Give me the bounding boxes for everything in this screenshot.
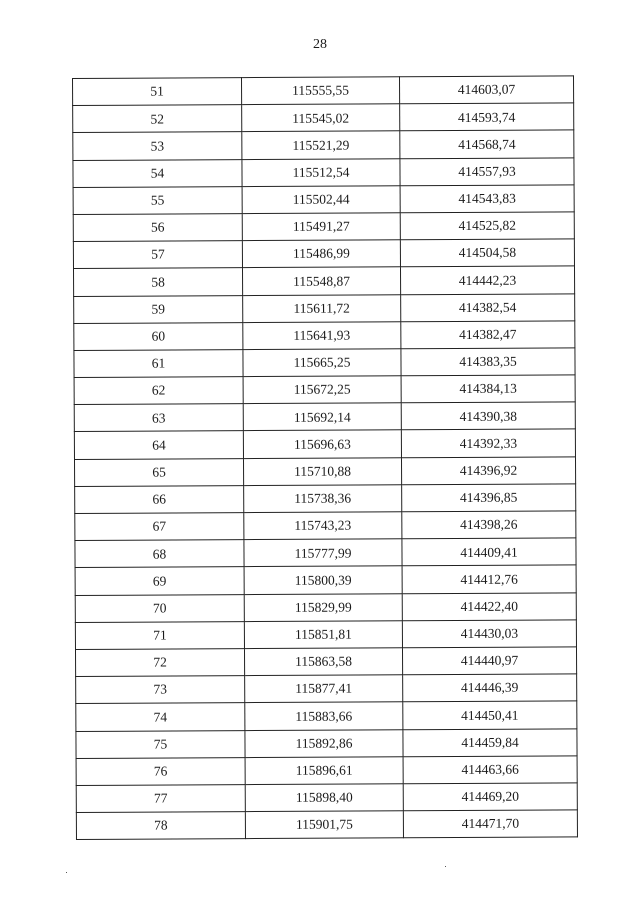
y-coordinate-cell: 414471,70 xyxy=(403,810,577,838)
point-number-cell: 74 xyxy=(76,703,245,731)
x-coordinate-cell: 115672,25 xyxy=(243,376,401,404)
x-coordinate-cell: 115738,36 xyxy=(244,485,402,513)
y-coordinate-cell: 414390,38 xyxy=(401,402,575,430)
x-coordinate-cell: 115877,41 xyxy=(245,675,403,703)
table-row xyxy=(73,103,574,133)
table-row xyxy=(76,728,577,758)
point-number-cell: 59 xyxy=(74,295,243,323)
y-coordinate-cell: 414409,41 xyxy=(402,538,576,566)
x-coordinate-cell: 115491,27 xyxy=(242,213,400,241)
y-coordinate-cell: 414382,47 xyxy=(401,321,575,349)
table-row xyxy=(74,429,575,459)
table-row xyxy=(74,321,575,351)
table-row xyxy=(73,266,574,296)
table-row xyxy=(73,157,574,187)
point-number-cell: 65 xyxy=(74,458,243,486)
y-coordinate-cell: 414382,54 xyxy=(401,293,575,321)
point-number-cell: 57 xyxy=(73,241,242,269)
table-row xyxy=(73,239,574,269)
coordinates-table-body xyxy=(73,76,578,840)
table-row xyxy=(74,456,575,486)
table-row xyxy=(76,701,577,731)
point-number-cell: 68 xyxy=(75,540,244,568)
x-coordinate-cell: 115883,66 xyxy=(245,702,403,730)
table-row xyxy=(73,212,574,242)
y-coordinate-cell: 414504,58 xyxy=(400,239,574,267)
x-coordinate-cell: 115800,39 xyxy=(244,566,402,594)
scan-mark xyxy=(445,866,446,867)
x-coordinate-cell: 115611,72 xyxy=(243,294,401,322)
point-number-cell: 75 xyxy=(76,730,245,758)
y-coordinate-cell: 414568,74 xyxy=(400,130,574,158)
x-coordinate-cell: 115901,75 xyxy=(245,811,403,839)
y-coordinate-cell: 414469,20 xyxy=(403,783,577,811)
x-coordinate-cell: 115548,87 xyxy=(242,267,400,295)
y-coordinate-cell: 414593,74 xyxy=(400,103,574,131)
y-coordinate-cell: 414396,85 xyxy=(402,484,576,512)
page-number: 28 xyxy=(313,37,327,52)
point-number-cell: 73 xyxy=(76,676,245,704)
point-number-cell: 55 xyxy=(73,186,242,214)
table-row xyxy=(75,484,576,514)
table-row xyxy=(74,375,575,405)
x-coordinate-cell: 115641,93 xyxy=(243,321,401,349)
x-coordinate-cell: 115692,14 xyxy=(243,403,401,431)
point-number-cell: 53 xyxy=(73,132,242,160)
y-coordinate-cell: 414383,35 xyxy=(401,348,575,376)
table-row xyxy=(75,620,576,650)
table-row xyxy=(75,538,576,568)
point-number-cell: 78 xyxy=(76,812,245,840)
table-row xyxy=(74,293,575,323)
y-coordinate-cell: 414557,93 xyxy=(400,157,574,185)
point-number-cell: 62 xyxy=(74,377,243,405)
x-coordinate-cell: 115502,44 xyxy=(242,186,400,214)
x-coordinate-cell: 115898,40 xyxy=(245,784,403,812)
x-coordinate-cell: 115521,29 xyxy=(242,131,400,159)
point-number-cell: 76 xyxy=(76,757,245,785)
point-number-cell: 58 xyxy=(73,268,242,296)
table-row xyxy=(76,810,577,840)
table-row xyxy=(76,783,577,813)
y-coordinate-cell: 414392,33 xyxy=(401,429,575,457)
table-row xyxy=(73,76,574,106)
x-coordinate-cell: 115696,63 xyxy=(243,430,401,458)
point-number-cell: 69 xyxy=(75,567,244,595)
table-row xyxy=(75,565,576,595)
point-number-cell: 56 xyxy=(73,214,242,242)
table-row xyxy=(74,402,575,432)
y-coordinate-cell: 414446,39 xyxy=(403,674,577,702)
x-coordinate-cell: 115863,58 xyxy=(244,648,402,676)
point-number-cell: 72 xyxy=(75,649,244,677)
table-row xyxy=(76,674,577,704)
y-coordinate-cell: 414422,40 xyxy=(402,592,576,620)
point-number-cell: 63 xyxy=(74,404,243,432)
x-coordinate-cell: 115555,55 xyxy=(242,77,400,105)
table-row xyxy=(73,130,574,160)
y-coordinate-cell: 414459,84 xyxy=(403,728,577,756)
y-coordinate-cell: 414430,03 xyxy=(402,620,576,648)
x-coordinate-cell: 115851,81 xyxy=(244,621,402,649)
table-row xyxy=(75,647,576,677)
x-coordinate-cell: 115829,99 xyxy=(244,593,402,621)
table-row xyxy=(75,592,576,622)
point-number-cell: 66 xyxy=(75,485,244,513)
point-number-cell: 67 xyxy=(75,513,244,541)
scan-mark xyxy=(66,872,67,873)
y-coordinate-cell: 414603,07 xyxy=(399,76,573,104)
y-coordinate-cell: 414440,97 xyxy=(402,647,576,675)
point-number-cell: 71 xyxy=(75,621,244,649)
x-coordinate-cell: 115486,99 xyxy=(242,240,400,268)
x-coordinate-cell: 115512,54 xyxy=(242,158,400,186)
x-coordinate-cell: 115545,02 xyxy=(242,104,400,132)
y-coordinate-cell: 414525,82 xyxy=(400,212,574,240)
y-coordinate-cell: 414396,92 xyxy=(401,456,575,484)
x-coordinate-cell: 115892,86 xyxy=(245,729,403,757)
table-row xyxy=(74,348,575,378)
y-coordinate-cell: 414543,83 xyxy=(400,185,574,213)
point-number-cell: 70 xyxy=(75,594,244,622)
point-number-cell: 60 xyxy=(74,322,243,350)
table-row xyxy=(73,185,574,215)
x-coordinate-cell: 115665,25 xyxy=(243,349,401,377)
y-coordinate-cell: 414412,76 xyxy=(402,565,576,593)
x-coordinate-cell: 115777,99 xyxy=(244,539,402,567)
x-coordinate-cell: 115743,23 xyxy=(244,512,402,540)
point-number-cell: 52 xyxy=(73,105,242,133)
point-number-cell: 51 xyxy=(73,78,242,106)
y-coordinate-cell: 414398,26 xyxy=(402,511,576,539)
table-row xyxy=(76,756,577,786)
x-coordinate-cell: 115896,61 xyxy=(245,756,403,784)
coordinates-table xyxy=(72,75,578,840)
y-coordinate-cell: 414442,23 xyxy=(400,266,574,294)
y-coordinate-cell: 414450,41 xyxy=(403,701,577,729)
point-number-cell: 64 xyxy=(74,431,243,459)
point-number-cell: 54 xyxy=(73,159,242,187)
y-coordinate-cell: 414384,13 xyxy=(401,375,575,403)
table-row xyxy=(75,511,576,541)
point-number-cell: 61 xyxy=(74,349,243,377)
point-number-cell: 77 xyxy=(76,784,245,812)
y-coordinate-cell: 414463,66 xyxy=(403,756,577,784)
x-coordinate-cell: 115710,88 xyxy=(243,457,401,485)
